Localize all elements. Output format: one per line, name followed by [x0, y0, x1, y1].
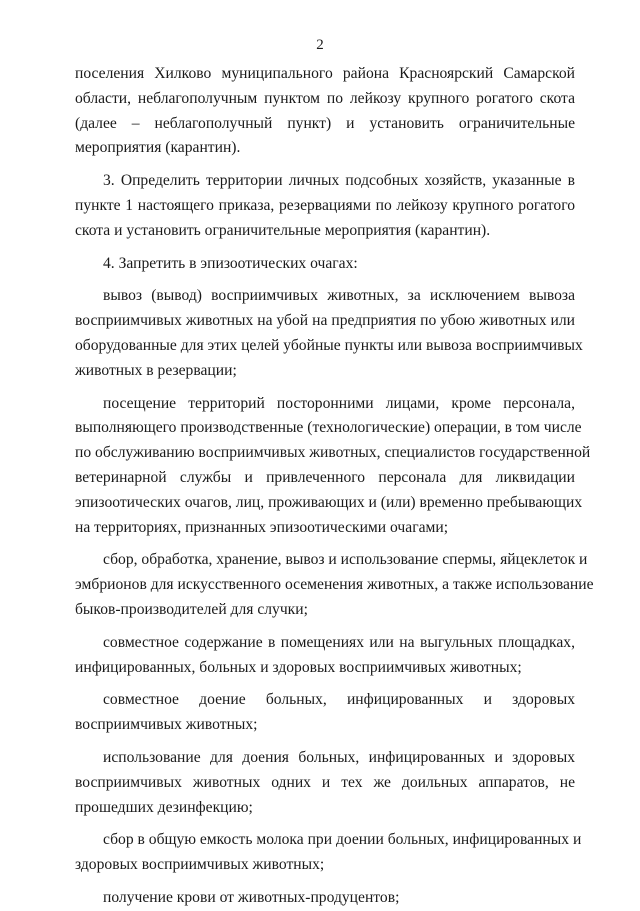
paragraph-prohibition-housing: [75, 631, 575, 681]
text-line: прошедших дезинфекцию;: [75, 798, 253, 816]
text-line: выполняющего производственные (технологические) операции, в том числе: [75, 419, 582, 437]
text-line: посещение территорий посторонними лицами, кроме персонала,: [103, 394, 575, 412]
text-line: вывоз (вывод) восприимчивых животных, за исключением вывоза: [103, 287, 575, 305]
page-number: 2: [316, 37, 324, 53]
text-line: сбор, обработка, хранение, вывоз и использование спермы, яйцеклеток и: [103, 551, 588, 569]
text-line: использование для доения больных, инфицированных и здоровых: [103, 748, 575, 766]
text-line: оборудованные для этих целей убойные пункты или вывоза восприимчивых: [75, 336, 583, 354]
text-line: здоровых восприимчивых животных;: [75, 856, 325, 874]
text-line: получение крови от животных-продуцентов;: [103, 888, 400, 906]
text-line: сбор в общую емкость молока при доении больных, инфицированных и: [103, 831, 582, 849]
text-line: по обслуживанию восприимчивых животных, специалистов государственной: [75, 444, 591, 462]
text-line: пункте 1 настоящего приказа, резервациями по лейкозу крупного рогатого: [75, 196, 575, 214]
text-line: восприимчивых животных одних и тех же доильных аппаратов, не: [75, 773, 575, 791]
paragraph-prohibition-milking: [75, 688, 575, 738]
paragraph-prohibition-visits: [75, 392, 591, 541]
text-line: эпизоотических очагов, лиц, проживающих и (или) временно пребывающих: [75, 493, 583, 511]
text-line: 3. Определить территории личных подсобных хозяйств, указанные в: [103, 172, 575, 190]
text-line: совместное доение больных, инфицированных и здоровых: [103, 691, 575, 709]
text-line: инфицированных, больных и здоровых восприимчивых животных;: [75, 658, 522, 676]
text-line: области, неблагополучным пунктом по лейкозу крупного рогатого скота: [75, 89, 575, 107]
paragraph-prohibition-blood: [75, 886, 575, 911]
paragraph-prohibition-semen: [75, 548, 594, 622]
text-line: (далее – неблагополучный пункт) и установить ограничительные: [75, 114, 575, 132]
text-line: восприимчивых животных на убой на предприятия по убою животных или: [75, 312, 575, 330]
text-line: быков-производителей для случки;: [75, 600, 308, 618]
text-line: совместное содержание в помещениях или на выгульных площадках,: [103, 633, 575, 651]
text-line: эмбрионов для искусственного осеменения животных, а также использование: [75, 576, 594, 594]
text-line: животных в резервации;: [75, 361, 237, 379]
text-line: ветеринарной службы и привлеченного персонала для ликвидации: [75, 468, 575, 486]
text-line: восприимчивых животных;: [75, 716, 258, 734]
text-line: 4. Запретить в эпизоотических очагах:: [103, 254, 358, 272]
text-line: поселения Хилково муниципального района Красноярский Самарской: [75, 65, 575, 82]
paragraph-prohibition-apparatus: [75, 746, 575, 820]
paragraph-item-3: [75, 169, 575, 243]
paragraph-prohibition-milk-collection: [75, 828, 582, 878]
text-line: мероприятия (карантин).: [75, 139, 241, 157]
paragraph-prohibition-export: [75, 284, 583, 383]
text-line: скота и установить ограничительные мероприятия (карантин).: [75, 221, 491, 239]
paragraph-settlement: [75, 62, 575, 161]
document-body: [75, 62, 594, 911]
text-line: на территориях, признанных эпизоотическими очагами;: [75, 518, 449, 536]
paragraph-item-4: [75, 252, 575, 277]
